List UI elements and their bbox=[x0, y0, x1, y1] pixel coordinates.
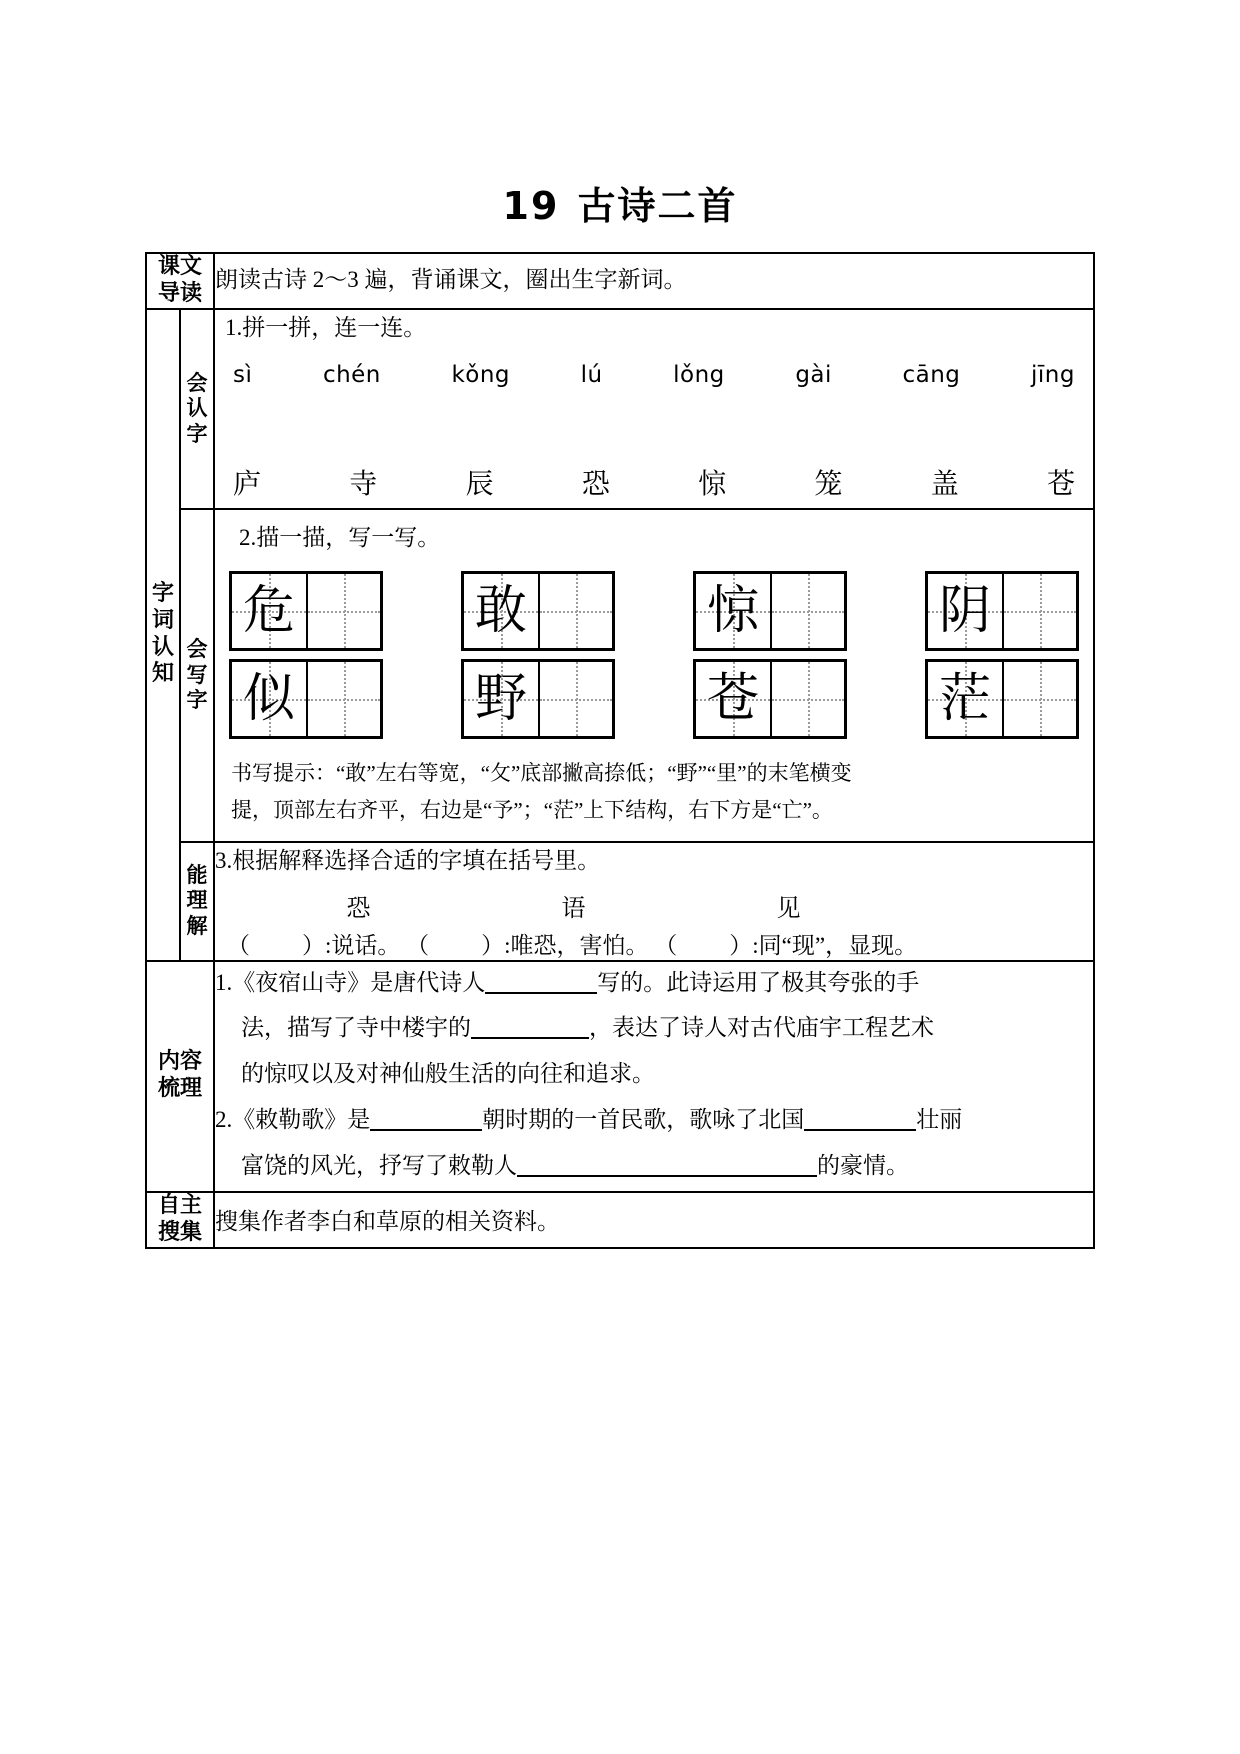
content-text: 写的。此诗运用了极其夸张的手 bbox=[597, 969, 920, 995]
content-item-1-line-2 bbox=[215, 1007, 1093, 1049]
content-text: 法，描写了寺中楼宇的 bbox=[241, 1015, 471, 1041]
pinyin-item[interactable]: gài bbox=[795, 362, 832, 389]
tianzige-cell-filled[interactable] bbox=[928, 574, 1002, 648]
bracket-group[interactable]: （ ）:说话。 bbox=[227, 932, 401, 958]
fill-blank[interactable] bbox=[485, 992, 597, 994]
tianzige-box[interactable] bbox=[925, 571, 1079, 651]
tianzige-cell-empty[interactable] bbox=[770, 574, 844, 648]
fill-blank[interactable] bbox=[517, 1175, 817, 1177]
recognize-question: 1.拼一拼，连一连。 bbox=[225, 314, 427, 340]
tianzige-cell-filled[interactable] bbox=[696, 662, 770, 736]
row-label-line: 课文 bbox=[157, 254, 202, 279]
sub-label-line: 写 bbox=[186, 662, 208, 687]
row-label-content-review bbox=[146, 961, 214, 1192]
row-label-self-collect bbox=[146, 1192, 214, 1248]
row-label-line: 自主 bbox=[157, 1192, 202, 1218]
table-row-content-review bbox=[146, 961, 1094, 1192]
writing-grid-row-1 bbox=[215, 571, 1093, 651]
hanzi-item[interactable]: 笼 bbox=[814, 467, 843, 501]
bracket-def: ）:说话。 bbox=[302, 932, 401, 958]
content-text: 1.《夜宿山寺》是唐代诗人 bbox=[215, 969, 486, 995]
row-label-line: 字词 bbox=[151, 580, 174, 633]
grid-character: 惊 bbox=[706, 581, 759, 642]
lesson-title: 古诗二首 bbox=[577, 184, 738, 228]
grid-character: 野 bbox=[474, 669, 527, 730]
write-question: 2.描一描，写一写。 bbox=[239, 525, 441, 551]
tianzige-cell-empty[interactable] bbox=[306, 574, 380, 648]
choice-character[interactable]: 恐 bbox=[346, 893, 371, 922]
content-review-body bbox=[214, 961, 1094, 1192]
tianzige-cell-filled[interactable] bbox=[464, 574, 538, 648]
pinyin-item[interactable]: sì bbox=[233, 362, 253, 389]
tianzige-cell-empty[interactable] bbox=[538, 574, 612, 648]
bracket-group[interactable]: （ ）:同“现”，显现。 bbox=[654, 932, 918, 958]
table-row-understand bbox=[146, 842, 1094, 961]
worksheet-table bbox=[145, 252, 1095, 1249]
tianzige-cell-filled[interactable] bbox=[696, 574, 770, 648]
content-item-1-line-3: 的惊叹以及对神仙般生活的向往和追求。 bbox=[241, 1061, 655, 1087]
content-text: 的豪情。 bbox=[817, 1152, 909, 1178]
sub-label-line: 字 bbox=[186, 421, 208, 446]
pinyin-item[interactable]: lú bbox=[580, 362, 603, 389]
hanzi-item[interactable]: 恐 bbox=[581, 467, 610, 501]
sub-label-line: 认 bbox=[186, 396, 208, 421]
choice-character[interactable]: 语 bbox=[561, 893, 586, 922]
grid-character: 苍 bbox=[706, 669, 759, 730]
pinyin-item[interactable]: lǒng bbox=[673, 362, 725, 389]
row-label-line: 搜集 bbox=[157, 1219, 202, 1245]
fill-blank[interactable] bbox=[370, 1129, 482, 1131]
content-text: 壮丽 bbox=[916, 1107, 963, 1133]
tianzige-box[interactable] bbox=[229, 571, 383, 651]
row-label-line: 内容 bbox=[157, 1049, 202, 1075]
bracket-answer-line bbox=[215, 927, 1093, 960]
hanzi-item[interactable]: 惊 bbox=[698, 467, 727, 501]
table-row-guide bbox=[146, 253, 1094, 309]
hanzi-item[interactable]: 盖 bbox=[930, 467, 959, 501]
lesson-number: 19 bbox=[502, 184, 560, 228]
sub-label-understand bbox=[180, 842, 214, 961]
table-row-recognize bbox=[146, 309, 1094, 510]
self-collect-body: 搜集作者李白和草原的相关资料。 bbox=[214, 1192, 1094, 1248]
grid-character: 阴 bbox=[938, 581, 991, 642]
tianzige-cell-empty[interactable] bbox=[1002, 662, 1076, 736]
tianzige-box[interactable] bbox=[229, 659, 383, 739]
content-text: 2.《敕勒歌》是 bbox=[215, 1107, 371, 1133]
tianzige-cell-empty[interactable] bbox=[538, 662, 612, 736]
tianzige-cell-empty[interactable] bbox=[770, 662, 844, 736]
row-label-line: 梳理 bbox=[157, 1076, 202, 1102]
bracket-group[interactable]: （ ）:唯恐，害怕。 bbox=[406, 932, 649, 958]
writing-tip-line: 提，顶部左右齐平，右边是“予”；“茫”上下结构，右下方是“亡”。 bbox=[231, 798, 833, 822]
understand-question: 3.根据解释选择合适的字填在括号里。 bbox=[215, 847, 601, 873]
pinyin-row[interactable] bbox=[215, 362, 1093, 388]
sub-label-write bbox=[180, 509, 214, 841]
hanzi-item[interactable]: 寺 bbox=[349, 467, 378, 501]
row-label-guide bbox=[146, 253, 214, 309]
sub-label-line: 能 bbox=[186, 862, 208, 887]
grid-character: 危 bbox=[242, 581, 295, 642]
tianzige-cell-filled[interactable] bbox=[464, 662, 538, 736]
content-text: 富饶的风光，抒写了敕勒人 bbox=[241, 1152, 517, 1178]
choice-character[interactable]: 见 bbox=[776, 893, 801, 922]
choice-characters bbox=[215, 888, 1093, 923]
tianzige-cell-filled[interactable] bbox=[232, 662, 306, 736]
row-label-line: 导读 bbox=[157, 280, 202, 306]
grid-character: 似 bbox=[242, 669, 295, 730]
content-item-2-line-2 bbox=[215, 1145, 1093, 1187]
hanzi-item[interactable]: 辰 bbox=[465, 467, 494, 501]
pinyin-item[interactable]: kǒng bbox=[451, 362, 511, 389]
table-row-self-collect bbox=[146, 1192, 1094, 1248]
tianzige-box[interactable] bbox=[925, 659, 1079, 739]
row-label-word-knowledge bbox=[146, 309, 180, 961]
grid-character: 茫 bbox=[938, 669, 991, 730]
sub-label-line: 解 bbox=[186, 913, 208, 938]
table-row-write bbox=[146, 509, 1094, 841]
content-item-1-line-1 bbox=[215, 962, 1093, 1004]
pinyin-item[interactable]: cāng bbox=[902, 362, 961, 389]
content-text: 朝时期的一首民歌，歌咏了北国 bbox=[482, 1107, 805, 1133]
recognize-body bbox=[214, 309, 1094, 510]
tianzige-box[interactable] bbox=[461, 659, 615, 739]
sub-label-line: 会 bbox=[186, 637, 208, 662]
sub-label-line: 会 bbox=[186, 370, 208, 395]
row-label-line: 认知 bbox=[151, 634, 174, 687]
sub-label-line: 字 bbox=[186, 688, 208, 713]
content-text: ，表达了诗人对古代庙宇工程艺术 bbox=[589, 1015, 934, 1041]
pinyin-item[interactable]: chén bbox=[322, 362, 381, 389]
sub-label-recognize bbox=[180, 309, 214, 510]
write-body bbox=[214, 509, 1094, 841]
tianzige-box[interactable] bbox=[693, 571, 847, 651]
fill-blank[interactable] bbox=[471, 1037, 589, 1039]
tianzige-cell-filled[interactable] bbox=[928, 662, 1002, 736]
writing-tip bbox=[215, 745, 1093, 833]
grid-character: 敢 bbox=[474, 581, 527, 642]
pinyin-item[interactable]: jīng bbox=[1030, 362, 1075, 389]
hanzi-row[interactable] bbox=[215, 462, 1093, 502]
matching-blank-area[interactable] bbox=[215, 388, 1093, 462]
fill-blank[interactable] bbox=[804, 1129, 916, 1131]
bracket-def: ）:唯恐，害怕。 bbox=[481, 932, 649, 958]
hanzi-item[interactable]: 庐 bbox=[233, 467, 262, 501]
tianzige-box[interactable] bbox=[693, 659, 847, 739]
bracket-def: ）:同“现”，显现。 bbox=[729, 932, 918, 958]
guide-text: 朗读古诗 2～3 遍，背诵课文，圈出生字新词。 bbox=[215, 267, 687, 293]
writing-tip-line: 书写提示：“敢”左右等宽，“攵”底部撇高捺低；“野”“里”的末笔横变 bbox=[231, 761, 852, 786]
guide-body bbox=[214, 253, 1094, 309]
page-title bbox=[0, 0, 1240, 252]
tianzige-box[interactable] bbox=[461, 571, 615, 651]
understand-body bbox=[214, 842, 1094, 961]
hanzi-item[interactable]: 苍 bbox=[1046, 467, 1075, 501]
tianzige-cell-empty[interactable] bbox=[306, 662, 380, 736]
tianzige-cell-empty[interactable] bbox=[1002, 574, 1076, 648]
content-item-2-line-1 bbox=[215, 1099, 1093, 1141]
writing-grid-row-2 bbox=[215, 659, 1093, 739]
tianzige-cell-filled[interactable] bbox=[232, 574, 306, 648]
sub-label-line: 理 bbox=[186, 888, 208, 913]
